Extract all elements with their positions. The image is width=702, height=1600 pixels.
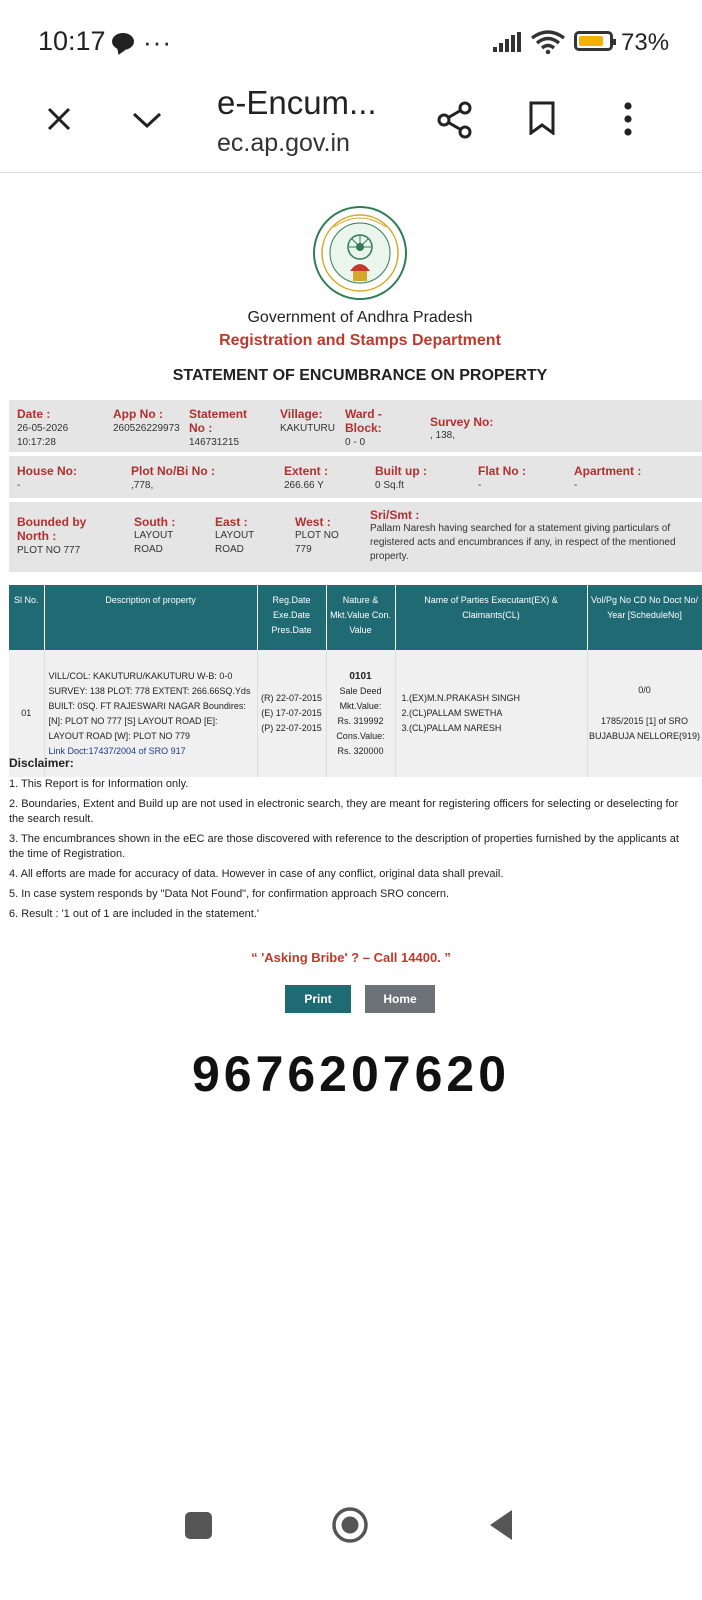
sri-smt-label: Sri/Smt : [370, 508, 420, 522]
signal-icon [493, 32, 524, 52]
built-up-label: Built up : [375, 464, 427, 478]
disclaimer-item: 4. All efforts are made for accuracy of data. However in case of any conflict, original data shall prevail. [9, 868, 504, 880]
statement-heading: STATEMENT OF ENCUMBRANCE ON PROPERTY [172, 367, 548, 384]
bounded-north-value: PLOT NO 777 [17, 545, 81, 556]
more-vert-icon[interactable] [622, 102, 634, 136]
col-description: Description of property [44, 585, 257, 650]
statement-no-label: Statement No : [189, 407, 248, 435]
vol-pg: 0/0 [638, 685, 651, 695]
page-title: e-Encum... [217, 84, 377, 121]
encumbrance-table [9, 585, 702, 777]
disclaimer-heading: Disclaimer: [9, 756, 74, 770]
page-url[interactable]: ec.ap.gov.in [217, 129, 350, 157]
nav-square-icon[interactable] [185, 1512, 212, 1539]
disclaimer-item: 3. The encumbrances shown in the eEC are those discovered with reference to the description of properties furnished by the applicants at the time of Registration. [9, 833, 679, 860]
apartment-label: Apartment : [574, 464, 642, 478]
built-up-value: 0 Sq.ft [375, 480, 404, 491]
east-value: LAYOUT ROAD [215, 530, 255, 555]
disclaimer [9, 756, 689, 927]
disclaimer-item: 5. In case system responds by "Data Not Found", for confirmation approach SRO concern. [9, 888, 450, 900]
col-parties: Name of Parties Executant(EX) & Claimants(CL) [395, 585, 587, 650]
col-vol-pg: Vol/Pg No CD No Doct No/ Year [ScheduleNo] [587, 585, 702, 650]
info-row-3 [9, 502, 702, 572]
east-label: East : [215, 515, 248, 529]
party-executant: 1.(EX)M.N.PRAKASH SINGH [401, 693, 521, 703]
date-value: 26-05-2026 10:17:28 [17, 423, 69, 448]
battery-percent: 73% [621, 29, 670, 56]
browser-toolbar [0, 80, 702, 173]
cons-value-label: Cons.Value: [336, 730, 385, 741]
west-value: PLOT NO 779 [295, 530, 339, 555]
status-more-dots: ··· [143, 27, 172, 57]
gov-name: Government of Andhra Pradesh [247, 309, 473, 326]
mkt-value: Rs. 319992 [337, 715, 384, 726]
plot-no-label: Plot No/Bi No : [131, 464, 215, 478]
house-no-value: - [17, 480, 21, 491]
flat-no-value: - [478, 480, 482, 491]
survey-no-value: , 138, [430, 430, 456, 441]
disclaimer-item: 6. Result : '1 out of 1 are included in the statement.' [9, 908, 260, 920]
app-no-label: App No : [113, 407, 163, 421]
reg-date: (R) 22-07-2015 [260, 693, 323, 703]
system-nav-bar [0, 1480, 702, 1600]
wifi-icon [531, 30, 565, 54]
info-row-2 [9, 456, 702, 498]
village-value: KAKUTURU [280, 423, 336, 434]
chevron-down-icon[interactable] [131, 110, 163, 130]
party-claimant-2: 3.(CL)PALLAM NARESH [401, 723, 502, 733]
app-no-value: 260526229973 [113, 423, 180, 434]
bounded-north-label: Bounded by North : [17, 515, 87, 543]
plot-no-value: ,778, [131, 480, 154, 491]
house-no-label: House No: [17, 464, 77, 478]
bribe-notice: “ 'Asking Bribe' ? – Call 14400. ” [251, 950, 451, 965]
survey-no-label: Survey No: [430, 415, 494, 429]
ward-block-value: 0 - 0 [345, 437, 366, 448]
pres-date: (P) 22-07-2015 [261, 723, 322, 733]
nature-type: Sale Deed [339, 685, 382, 696]
sri-smt-value: Pallam Naresh having searched for a statement giving particulars of registered acts and encumbrances if any, in respect of the mentioned property. [370, 523, 676, 562]
cons-value: Rs. 320000 [337, 745, 384, 756]
bookmark-icon[interactable] [528, 101, 556, 135]
chat-icon [112, 33, 134, 50]
disclaimer-item: 1. This Report is for Information only. [9, 778, 189, 790]
battery-icon [574, 31, 613, 51]
share-icon[interactable] [437, 101, 473, 139]
nav-back-icon[interactable] [488, 1508, 514, 1542]
status-time: 10:17 [38, 26, 106, 56]
disclaimer-item: 2. Boundaries, Extent and Build up are not used in electronic search, they are meant for registering officers for selecting or deselecting for the search result. [9, 798, 679, 825]
flat-no-label: Flat No : [478, 464, 526, 478]
status-bar [0, 0, 702, 80]
nav-home-icon[interactable] [331, 1506, 369, 1544]
mkt-value-label: Mkt.Value: [339, 700, 382, 711]
apartment-value: - [574, 480, 578, 491]
extent-label: Extent : [284, 464, 329, 478]
south-value: LAYOUT ROAD [134, 530, 174, 555]
col-dates: Reg.Date Exe.Date Pres.Date [257, 585, 326, 650]
phone-number-overlay: 9676207620 [191, 1046, 511, 1102]
row-sl: 01 [9, 650, 44, 777]
print-button[interactable]: Print [285, 985, 351, 1013]
department-name: Registration and Stamps Department [219, 332, 501, 349]
date-label: Date : [17, 407, 51, 421]
nature-code: 0101 [349, 670, 372, 682]
col-sl-no: Sl No. [9, 585, 44, 650]
extent-value: 266.66 Y [284, 480, 324, 491]
village-label: Village: [280, 407, 323, 421]
statement-no-value: 146731215 [189, 437, 240, 448]
property-description: VILL/COL: KAKUTURU/KAKUTURU W-B: 0-0 SURVEY: 138 PLOT: 778 EXTENT: 266.66SQ.Yds BUILT: 0SQ. FT RAJESWARI NAGAR Boundires: [N]: PLOT NO 777 [S] LAYOUT ROAD [E]: LAYOUT ROAD [W]: PLOT NO 779 [48, 670, 251, 741]
info-row-1 [9, 400, 702, 452]
party-claimant-1: 2.(CL)PALLAM SWETHA [401, 708, 503, 718]
ward-block-label: Ward - Block: [345, 407, 382, 435]
link-doct[interactable]: Link Doct:17437/2004 of SRO 917 [48, 745, 186, 756]
exe-date: (E) 17-07-2015 [261, 708, 322, 718]
col-nature: Nature & Mkt.Value Con. Value [326, 585, 395, 650]
south-label: South : [134, 515, 176, 529]
doct-no: 1785/2015 [1] of SRO BUJABUJA NELLORE(919) [588, 716, 701, 741]
table-header-row [9, 585, 702, 650]
close-icon[interactable] [46, 106, 72, 132]
emblem-icon [312, 205, 408, 301]
home-button[interactable]: Home [365, 985, 435, 1013]
west-label: West : [295, 515, 331, 529]
